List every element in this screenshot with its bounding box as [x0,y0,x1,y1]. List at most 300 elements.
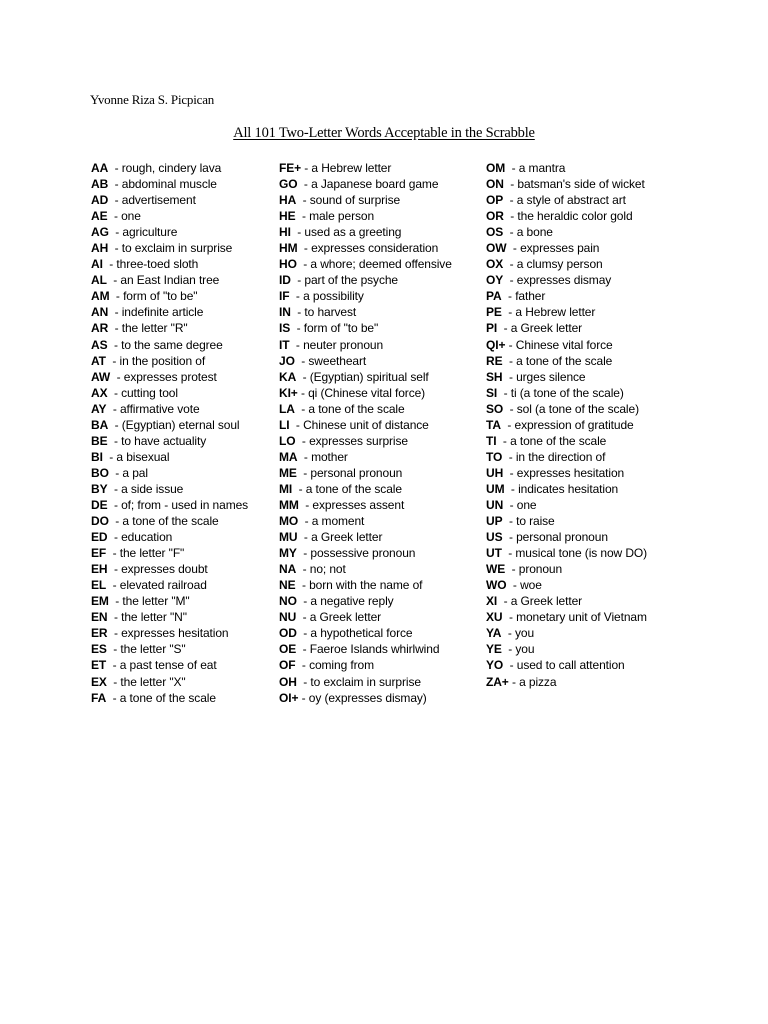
word-entry [279,192,452,208]
entry-definition: - personal pronoun [296,465,403,480]
word-entry [486,674,647,690]
entry-definition: - a Greek letter [497,594,583,609]
word-entry [279,690,452,706]
entry-word: XI [486,594,498,609]
entry-definition: - expresses assent [298,497,405,512]
entry-word: EM [91,594,109,609]
entry-word: ON [486,177,504,192]
entry-word: BY [91,481,108,496]
word-entry [279,272,452,288]
entry-definition: - to exclaim in surprise [296,674,421,689]
word-entry [91,401,248,417]
entry-word: ME [279,465,297,480]
entry-definition: - the letter "S" [106,642,186,657]
word-entry [486,369,647,385]
entry-word: LI [279,417,290,432]
entry-definition: - part of the psyche [290,273,399,288]
entry-definition: - expresses protest [110,369,217,384]
entry-word: ID [279,273,291,288]
entry-word: TA [486,417,501,432]
word-entry [486,385,647,401]
word-entry [486,513,647,529]
entry-word: OP [486,193,504,208]
entry-definition: - a tone of the scale [294,401,405,416]
entry-definition: - agriculture [108,225,178,240]
word-entry [279,224,452,240]
entry-definition: - a Hebrew letter [501,305,596,320]
word-entry [279,497,452,513]
word-entry [486,401,647,417]
entry-word: KI+ [279,385,298,400]
entry-word: AL [91,273,107,288]
word-column-2 [279,160,452,706]
entry-definition: - a Hebrew letter [301,161,392,175]
entry-word: MA [279,449,298,464]
entry-definition: - cutting tool [107,385,178,400]
entry-word: OM [486,161,506,175]
entry-definition: - a tone of the scale [108,514,219,529]
word-entry [91,240,248,256]
word-entry [486,561,647,577]
word-entry [486,657,647,673]
entry-word: HI [279,225,291,240]
entry-definition: - oy (expresses dismay) [298,690,427,705]
entry-word: DO [91,514,109,529]
entry-definition: - to harvest [290,305,357,320]
entry-definition: - expresses doubt [107,562,208,577]
entry-definition: - no; not [296,562,346,577]
entry-word: OX [486,257,504,272]
entry-word: YO [486,658,504,673]
entry-definition: - a mantra [505,161,566,175]
word-entry [486,609,647,625]
word-entry [91,690,248,706]
entry-word: BA [91,417,109,432]
word-entry [486,449,647,465]
entry-definition: - in the position of [105,353,206,368]
entry-word: NE [279,578,296,593]
entry-definition: - a tone of the scale [496,433,607,448]
entry-definition: - expresses surprise [295,433,408,448]
word-entry [279,208,452,224]
word-entry [91,160,248,176]
word-entry [486,337,647,353]
entry-word: HE [279,209,296,224]
entry-definition: - the letter "R" [108,321,188,336]
entry-definition: - personal pronoun [502,530,608,545]
entry-word: IN [279,305,291,320]
word-entry [279,240,452,256]
entry-definition: - urges silence [502,369,586,384]
word-entry [91,320,248,336]
entry-definition: - a negative reply [296,594,394,609]
entry-word: MY [279,546,297,561]
word-entry [279,320,452,336]
entry-definition: - sol (a tone of the scale) [503,401,639,416]
entry-word: AT [91,353,106,368]
entry-definition: - Chinese vital force [505,337,613,352]
entry-definition: - monetary unit of Vietnam [502,610,647,625]
entry-word: UT [486,546,502,561]
word-entry [91,577,248,593]
word-entry [486,481,647,497]
entry-word: HA [279,193,297,208]
entry-word: LO [279,433,296,448]
word-entry [279,304,452,320]
word-entry [486,208,647,224]
entry-definition: - a moment [298,514,365,529]
word-entry [91,465,248,481]
entry-definition: - the letter "F" [106,546,185,561]
entry-definition: - the letter "X" [106,674,186,689]
word-entry [486,176,647,192]
word-entry [91,369,248,385]
word-entry [91,497,248,513]
word-entry [91,353,248,369]
entry-word: TO [486,449,503,464]
word-entry [486,545,647,561]
entry-definition: - you [501,642,535,657]
entry-word: YA [486,626,502,641]
word-entry [279,529,452,545]
entry-word: AA [91,161,109,175]
word-entry [91,337,248,353]
word-entry [279,385,452,401]
word-entry [279,609,452,625]
entry-definition: - to have actuality [107,433,207,448]
word-entry [486,465,647,481]
word-entry [486,240,647,256]
entry-definition: - used as a greeting [290,225,402,240]
word-entry [279,337,452,353]
entry-word: ZA+ [486,674,509,689]
entry-word: EH [91,562,108,577]
entry-definition: - advertisement [108,193,196,208]
entry-definition: - neuter pronoun [289,337,384,352]
word-entry [91,674,248,690]
word-entry [279,657,452,673]
entry-word: EX [91,674,107,689]
entry-word: GO [279,177,298,192]
entry-word: OS [486,225,504,240]
entry-word: AM [91,289,110,304]
word-entry [91,529,248,545]
entry-definition: - a style of abstract art [503,193,626,208]
entry-word: BE [91,433,108,448]
word-entry [91,625,248,641]
entry-definition: - ti (a tone of the scale) [497,385,624,400]
entry-word: SO [486,401,504,416]
word-entry [91,609,248,625]
entry-word: TI [486,433,497,448]
entry-word: BI [91,449,103,464]
entry-word: PI [486,321,498,336]
word-entry [279,593,452,609]
word-entry [486,641,647,657]
word-entry [279,160,452,176]
word-entry [91,304,248,320]
word-entry [486,320,647,336]
entry-definition: - mother [297,449,348,464]
entry-word: HM [279,241,298,256]
entry-word: US [486,530,503,545]
entry-word: WE [486,562,506,577]
word-entry [279,176,452,192]
entry-word: OE [279,642,297,657]
entry-definition: - to raise [502,514,555,529]
entry-word: FA [91,690,107,705]
entry-definition: - a Greek letter [296,610,382,625]
entry-definition: - expresses hesitation [107,626,229,641]
word-entry [91,545,248,561]
entry-definition: - pronoun [505,562,563,577]
entry-definition: - one [107,209,141,224]
word-entry [279,577,452,593]
entry-word: MM [279,497,299,512]
word-entry [279,353,452,369]
entry-definition: - qi (Chinese vital force) [297,385,426,400]
entry-word: WO [486,578,507,593]
word-entry [91,385,248,401]
word-entry [279,561,452,577]
entry-word: OD [279,626,297,641]
word-entry [279,481,452,497]
word-entry [91,272,248,288]
entry-definition: - a bone [503,225,553,240]
entry-word: FE+ [279,161,302,175]
entry-definition: - a bisexual [102,449,170,464]
entry-definition: - affirmative vote [106,401,200,416]
entry-definition: - form of "to be" [290,321,379,336]
word-entry [279,513,452,529]
entry-definition: - a Greek letter [297,530,383,545]
entry-word: AB [91,177,109,192]
entry-word: MO [279,514,299,529]
entry-word: NU [279,610,297,625]
word-entry [279,674,452,690]
entry-definition: - a side issue [107,481,184,496]
entry-word: UH [486,465,504,480]
entry-definition: - a past tense of eat [106,658,217,673]
entry-definition: - an East Indian tree [106,273,220,288]
entry-word: UM [486,481,505,496]
entry-definition: - woe [506,578,542,593]
entry-word: OH [279,674,297,689]
entry-word: SH [486,369,503,384]
entry-word: AS [91,337,108,352]
word-entry [279,417,452,433]
entry-definition: - a tone of the scale [106,690,216,705]
word-entry [279,256,452,272]
entry-word: OF [279,658,296,673]
word-entry [486,304,647,320]
entry-word: EF [91,546,107,561]
entry-word: NO [279,594,297,609]
entry-word: OY [486,273,504,288]
entry-definition: - a whore; deemed offensive [296,257,452,272]
entry-word: AG [91,225,109,240]
entry-definition: - used to call attention [503,658,625,673]
word-entry [486,497,647,513]
word-entry [279,401,452,417]
word-entry [486,433,647,449]
entry-word: AD [91,193,109,208]
word-column-3 [486,160,647,690]
entry-word: PA [486,289,502,304]
entry-word: RE [486,353,503,368]
word-entry [486,256,647,272]
entry-word: OW [486,241,507,256]
entry-definition: - abdominal muscle [108,177,217,192]
entry-word: AW [91,369,111,384]
word-entry [486,625,647,641]
entry-word: EL [91,578,107,593]
entry-word: AY [91,401,107,416]
word-entry [91,481,248,497]
word-entry [279,545,452,561]
entry-definition: - sweetheart [294,353,367,368]
word-entry [486,353,647,369]
word-entry [91,657,248,673]
entry-definition: - a pizza [508,674,557,689]
word-entry [91,208,248,224]
entry-definition: - form of "to be" [109,289,198,304]
word-entry [279,449,452,465]
entry-definition: - the heraldic color gold [503,209,633,224]
entry-word: JO [279,353,295,368]
entry-word: IT [279,337,290,352]
word-entry [91,593,248,609]
entry-definition: - a tone of the scale [292,481,402,496]
entry-definition: - father [501,289,546,304]
entry-word: AE [91,209,108,224]
word-entry [91,192,248,208]
entry-definition: - to exclaim in surprise [108,241,233,256]
entry-word: AR [91,321,109,336]
entry-word: BO [91,465,109,480]
word-entry [279,433,452,449]
entry-definition: - a hypothetical force [296,626,413,641]
entry-definition: - of; from - used in names [107,497,249,512]
entry-word: EN [91,610,108,625]
word-entry [91,449,248,465]
entry-definition: - expresses dismay [503,273,612,288]
entry-word: KA [279,369,297,384]
word-entry [91,513,248,529]
entry-definition: - a Greek letter [497,321,583,336]
entry-definition: - expresses hesitation [503,465,625,480]
entry-definition: - elevated railroad [106,578,207,593]
entry-definition: - expresses pain [506,241,600,256]
entry-definition: - indefinite article [108,305,204,320]
entry-word: IF [279,289,290,304]
entry-word: SI [486,385,498,400]
entry-definition: - expresses consideration [297,241,439,256]
entry-definition: - musical tone (is now DO) [501,546,648,561]
entry-word: UN [486,497,504,512]
entry-word: LA [279,401,295,416]
entry-definition: - sound of surprise [296,193,401,208]
entry-word: MI [279,481,293,496]
entry-definition: - education [107,530,173,545]
entry-definition: - Faeroe Islands whirlwind [296,642,440,657]
entry-word: IS [279,321,291,336]
word-column-1 [91,160,248,706]
word-entry [91,224,248,240]
entry-word: OI+ [279,690,299,705]
entry-definition: - batsman's side of wicket [503,177,645,192]
entry-word: DE [91,497,108,512]
entry-definition: - a possibility [289,289,364,304]
entry-definition: - expression of gratitude [500,417,634,432]
entry-definition: - coming from [295,658,374,673]
entry-definition: - one [503,497,537,512]
entry-word: UP [486,514,503,529]
entry-definition: - a tone of the scale [502,353,613,368]
entry-word: YE [486,642,502,657]
entry-definition: - Chinese unit of distance [289,417,429,432]
entry-definition: - a clumsy person [503,257,603,272]
word-entry [486,577,647,593]
entry-definition: - you [501,626,535,641]
word-entry [91,433,248,449]
entry-word: ET [91,658,107,673]
word-entry [91,176,248,192]
word-entry [486,224,647,240]
entry-word: ES [91,642,107,657]
word-entry [279,625,452,641]
word-entry [91,288,248,304]
entry-word: QI+ [486,337,506,352]
entry-word: OR [486,209,504,224]
word-entry [486,192,647,208]
entry-word: HO [279,257,297,272]
entry-definition: - the letter "M" [108,594,190,609]
word-entry [91,417,248,433]
entry-definition: - indicates hesitation [504,481,619,496]
author-name: Yvonne Riza S. Picpican [90,92,215,107]
entry-word: AH [91,241,109,256]
entry-word: XU [486,610,503,625]
word-entry [486,417,647,433]
word-entry [91,256,248,272]
entry-definition: - to the same degree [107,337,223,352]
entry-word: MU [279,530,298,545]
word-entry [486,160,647,176]
word-entry [486,272,647,288]
document-title: All 101 Two-Letter Words Acceptable in the Scrabble [233,125,535,141]
entry-definition: - male person [295,209,375,224]
entry-definition: - in the direction of [502,449,606,464]
entry-definition: - (Egyptian) spiritual self [296,369,429,384]
entry-definition: - rough, cindery lava [108,161,222,175]
entry-word: AN [91,305,109,320]
entry-definition: - born with the name of [295,578,423,593]
word-entry [486,593,647,609]
entry-word: AX [91,385,108,400]
entry-definition: - three-toed sloth [102,257,199,272]
entry-definition: - a Japanese board game [297,177,439,192]
word-entry [279,369,452,385]
word-entry [279,641,452,657]
word-entry [486,288,647,304]
entry-definition: - the letter "N" [107,610,187,625]
entry-definition: - a pal [108,465,148,480]
word-entry [279,465,452,481]
entry-word: ER [91,626,108,641]
entry-word: AI [91,257,103,272]
entry-word: ED [91,530,108,545]
